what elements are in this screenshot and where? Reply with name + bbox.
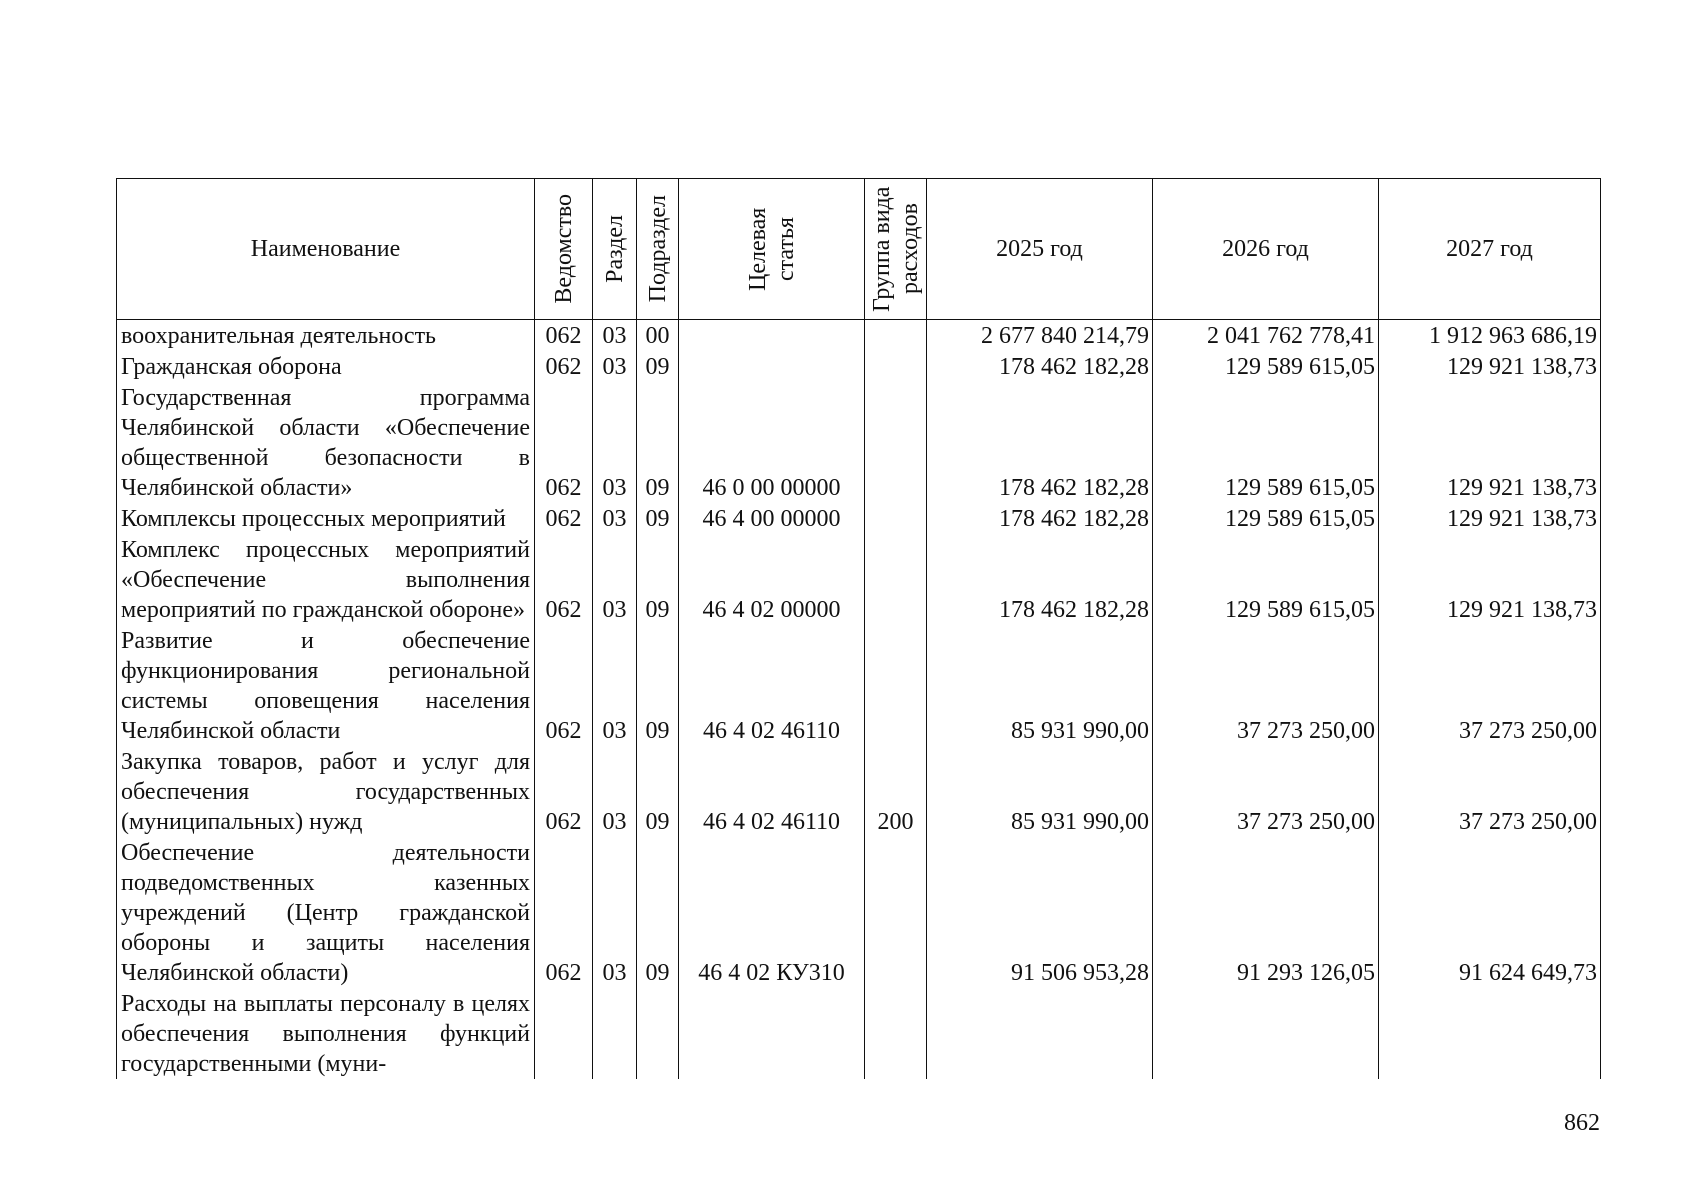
table-row (117, 837, 1601, 988)
row-department: 062 (535, 746, 593, 837)
row-name: Развитие и обеспечение функционирования региональной системы оповещения населения Челябинской области (117, 625, 535, 746)
header-year-2025: 2025 год (927, 179, 1153, 320)
row-name: Комплекс процессных мероприятий «Обеспечение выполнения мероприятий по гражданской обороне» (117, 534, 535, 625)
row-subsection: 09 (637, 625, 679, 746)
row-target-article: 46 0 00 00000 (679, 382, 865, 503)
row-amount-2027: 129 921 138,73 (1379, 382, 1601, 503)
row-amount-2025: 178 462 182,28 (927, 351, 1153, 382)
row-amount-2026: 2 041 762 778,41 (1153, 320, 1379, 352)
row-target-article: 46 4 00 00000 (679, 503, 865, 534)
row-amount-2027: 129 921 138,73 (1379, 534, 1601, 625)
row-name: Расходы на выплаты персоналу в целях обеспечения выполнения функций государственными (муни- (117, 988, 535, 1079)
row-section: 03 (593, 351, 637, 382)
row-amount-2025 (927, 988, 1153, 1079)
row-amount-2025: 85 931 990,00 (927, 746, 1153, 837)
header-department: Ведомство (535, 179, 593, 320)
row-department: 062 (535, 351, 593, 382)
row-section: 03 (593, 320, 637, 352)
table-row (117, 534, 1601, 625)
row-department: 062 (535, 534, 593, 625)
row-amount-2027: 37 273 250,00 (1379, 746, 1601, 837)
row-subsection: 09 (637, 351, 679, 382)
row-expense-group (865, 382, 927, 503)
row-expense-group (865, 320, 927, 352)
header-expense-group: Группа вида расходов (865, 179, 927, 320)
header-name: Наименование (117, 179, 535, 320)
row-subsection: 09 (637, 382, 679, 503)
header-subsection: Подраздел (637, 179, 679, 320)
row-section: 03 (593, 837, 637, 988)
row-amount-2026: 129 589 615,05 (1153, 351, 1379, 382)
row-department: 062 (535, 503, 593, 534)
row-amount-2027: 129 921 138,73 (1379, 503, 1601, 534)
row-name: Обеспечение деятельности подведомственных казенных учреждений (Центр гражданской обороны и защиты населения Челябинской области) (117, 837, 535, 988)
row-target-article: 46 4 02 46110 (679, 746, 865, 837)
row-section: 03 (593, 503, 637, 534)
table-row (117, 382, 1601, 503)
row-subsection: 09 (637, 837, 679, 988)
row-expense-group (865, 534, 927, 625)
row-amount-2025: 91 506 953,28 (927, 837, 1153, 988)
row-target-article: 46 4 02 КУ310 (679, 837, 865, 988)
row-subsection: 00 (637, 320, 679, 352)
row-expense-group (865, 625, 927, 746)
row-amount-2026: 129 589 615,05 (1153, 534, 1379, 625)
table-row (117, 351, 1601, 382)
row-amount-2025: 178 462 182,28 (927, 534, 1153, 625)
row-amount-2025: 2 677 840 214,79 (927, 320, 1153, 352)
table-row (117, 320, 1601, 352)
header-target-article: Целевая статья (679, 179, 865, 320)
row-section: 03 (593, 746, 637, 837)
row-department: 062 (535, 382, 593, 503)
budget-table-container (116, 178, 1600, 1079)
row-amount-2027: 37 273 250,00 (1379, 625, 1601, 746)
page-number: 862 (1564, 1110, 1600, 1136)
budget-table (116, 178, 1601, 1079)
row-amount-2026: 37 273 250,00 (1153, 625, 1379, 746)
row-expense-group (865, 988, 927, 1079)
row-target-article: 46 4 02 46110 (679, 625, 865, 746)
row-amount-2025: 178 462 182,28 (927, 503, 1153, 534)
table-header-row (117, 179, 1601, 320)
table-row (117, 625, 1601, 746)
row-amount-2027: 129 921 138,73 (1379, 351, 1601, 382)
row-amount-2026: 91 293 126,05 (1153, 837, 1379, 988)
table-row (117, 988, 1601, 1079)
table-row (117, 503, 1601, 534)
table-row (117, 746, 1601, 837)
row-subsection: 09 (637, 746, 679, 837)
row-section (593, 988, 637, 1079)
row-subsection: 09 (637, 503, 679, 534)
row-section: 03 (593, 625, 637, 746)
row-amount-2025: 178 462 182,28 (927, 382, 1153, 503)
row-amount-2026: 129 589 615,05 (1153, 503, 1379, 534)
row-amount-2027: 1 912 963 686,19 (1379, 320, 1601, 352)
row-target-article: 46 4 02 00000 (679, 534, 865, 625)
row-amount-2026 (1153, 988, 1379, 1079)
row-name: Комплексы процессных мероприятий (117, 503, 535, 534)
table-body (117, 320, 1601, 1080)
row-department: 062 (535, 320, 593, 352)
row-name: Закупка товаров, работ и услуг для обеспечения государственных (муниципальных) нужд (117, 746, 535, 837)
row-department: 062 (535, 837, 593, 988)
row-expense-group (865, 837, 927, 988)
row-expense-group: 200 (865, 746, 927, 837)
row-subsection: 09 (637, 534, 679, 625)
row-target-article (679, 320, 865, 352)
row-name: Государственная программа Челябинской области «Обеспечение общественной безопасности в Челябинской области» (117, 382, 535, 503)
row-expense-group (865, 351, 927, 382)
row-section: 03 (593, 382, 637, 503)
row-target-article (679, 351, 865, 382)
row-amount-2027 (1379, 988, 1601, 1079)
row-section: 03 (593, 534, 637, 625)
row-target-article (679, 988, 865, 1079)
row-amount-2026: 129 589 615,05 (1153, 382, 1379, 503)
row-name: воохранительная деятельность (117, 320, 535, 352)
header-year-2026: 2026 год (1153, 179, 1379, 320)
row-amount-2025: 85 931 990,00 (927, 625, 1153, 746)
row-department: 062 (535, 625, 593, 746)
header-year-2027: 2027 год (1379, 179, 1601, 320)
row-expense-group (865, 503, 927, 534)
header-section: Раздел (593, 179, 637, 320)
row-name: Гражданская оборона (117, 351, 535, 382)
row-amount-2027: 91 624 649,73 (1379, 837, 1601, 988)
row-subsection (637, 988, 679, 1079)
row-department (535, 988, 593, 1079)
row-amount-2026: 37 273 250,00 (1153, 746, 1379, 837)
